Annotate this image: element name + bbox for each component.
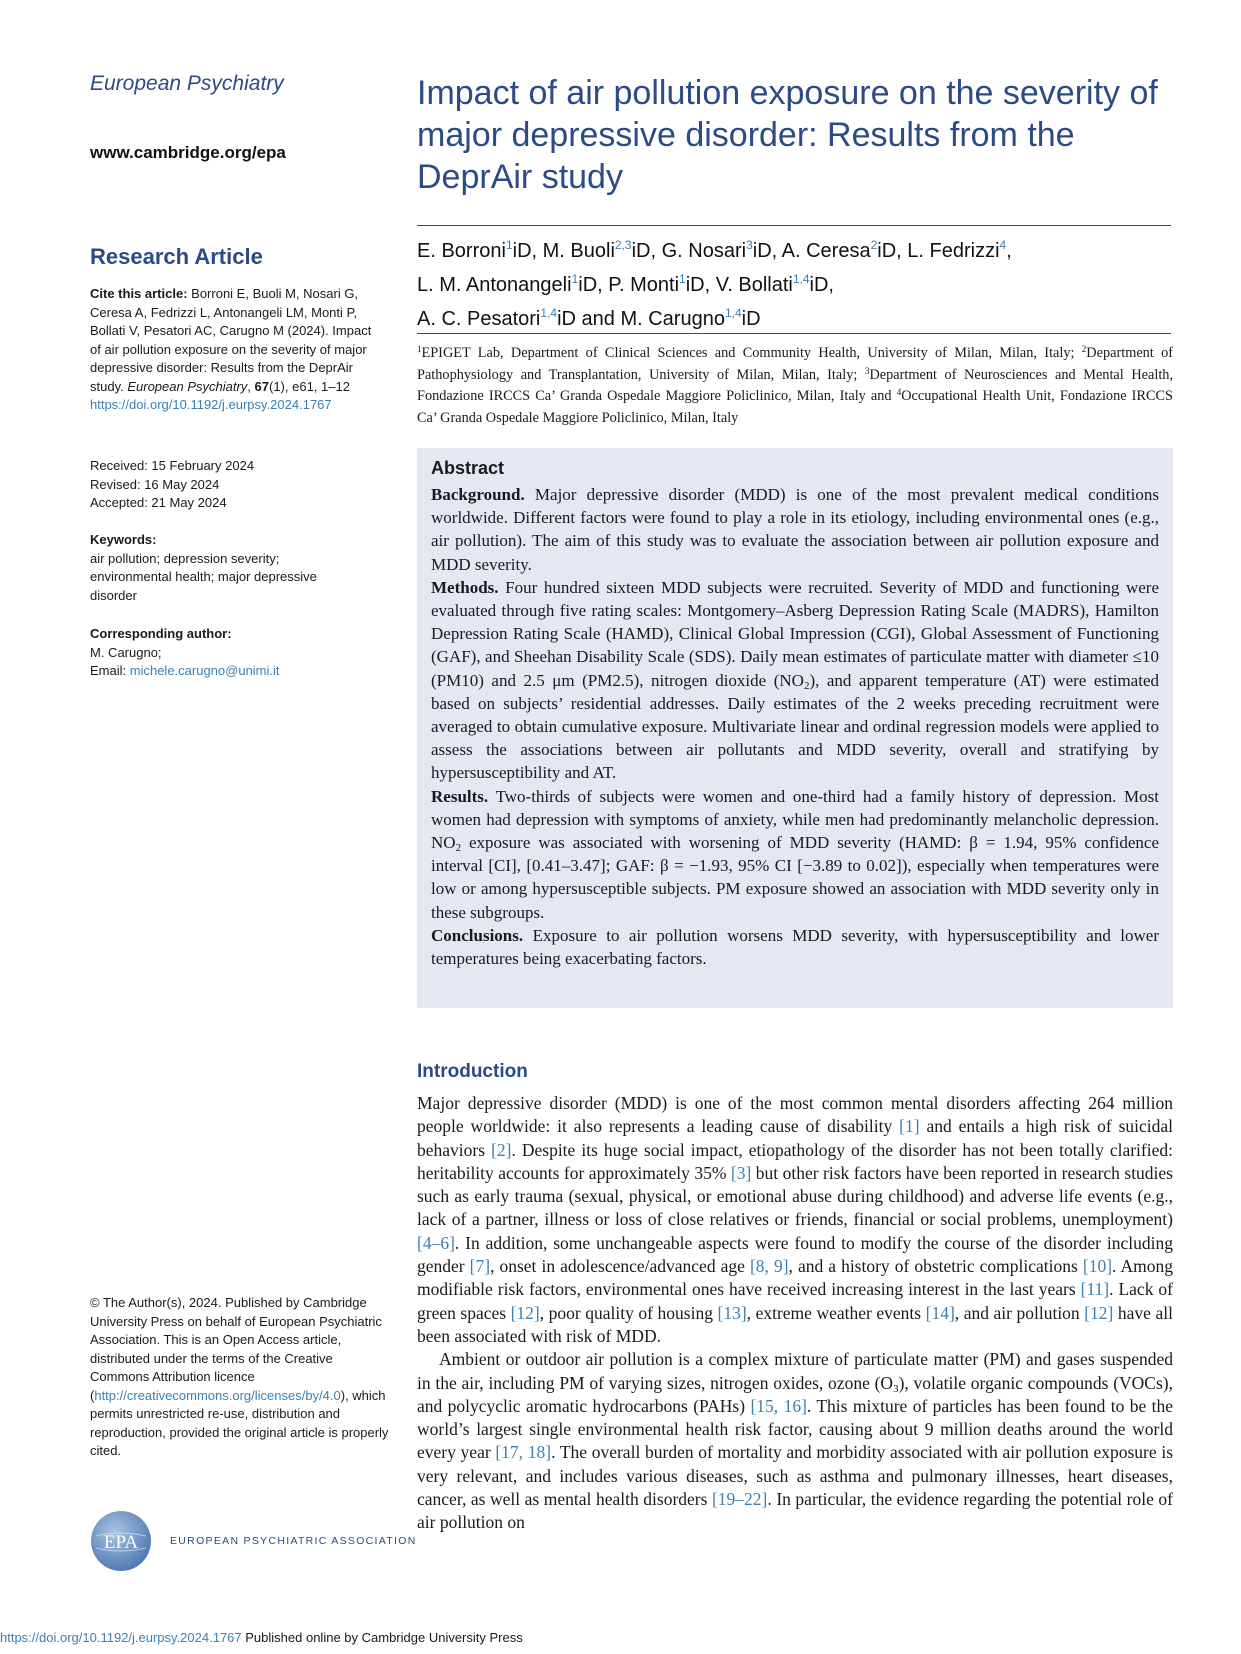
citation-link[interactable]: [13] [717, 1302, 747, 1323]
license-notice [90, 1294, 395, 1461]
author-affiliation-ref: 1,4 [540, 306, 558, 320]
citation-link[interactable]: [19–22] [711, 1489, 768, 1510]
corr-label: Corresponding author: [90, 626, 232, 641]
introduction-body [417, 1092, 1173, 1535]
license-text-post: ), which permits unrestricted re-use, distribution and reproduction, provided the original article is properly cited. [90, 1387, 389, 1458]
text-run: Ambient or outdoor air pollution is a complex mixture of particulate matter (PM) and gases suspended in the air, including PM of varying sizes, nitrogen oxides, ozone (O [417, 1349, 1173, 1393]
epa-logo [90, 1510, 152, 1572]
author-separator: , [1006, 240, 1012, 262]
author-affiliation-ref: 1 [571, 272, 579, 286]
cite-volume: 67 [254, 378, 269, 394]
received-date: Received: 15 February 2024 [90, 458, 255, 473]
orcid-icon[interactable]: iD [557, 308, 576, 330]
corr-email-label: Email: [90, 663, 127, 678]
introduction-heading: Introduction [417, 1061, 528, 1082]
orcid-icon[interactable]: iD [752, 240, 772, 262]
author-list [417, 234, 1177, 336]
association-name: EUROPEAN PSYCHIATRIC ASSOCIATION [170, 1535, 417, 1547]
affiliation-text: Department of Pathophysiology and Transplantation, University of Milan, Milan, Italy; [417, 345, 1173, 383]
background-text: Major depressive disorder (MDD) is one of the most prevalent medical conditions worldwide. Different factors were found to play a role in its etiology, including environmental ones (e.g., air pollution). The aim of this study was to evaluate the association between air pollution exposure and MDD severity. [431, 485, 1159, 574]
author-separator: , [531, 240, 538, 262]
author-affiliation-ref: 4 [999, 238, 1007, 252]
keywords-label: Keywords: [90, 532, 157, 547]
title-divider [417, 225, 1171, 226]
text-run: . In particular, the evidence regarding the potential role of air pollution on [417, 1489, 1173, 1533]
orcid-icon[interactable]: iD [631, 240, 651, 262]
author-name: L. M. Antonangeli [417, 274, 572, 296]
affiliation-number: 1 [417, 344, 422, 354]
orcid-icon[interactable]: iD [685, 274, 705, 296]
results-text-b: exposure was associated with worsening of MDD severity (HAMD: β = 1.94, 95% confidence interval [CI], [0.41–3.47]; GAF: β = −1.93, 95% CI [−3.89 to 0.02]), especially when temperatures were low or among hypersusceptible subjects. PM exposure showed an association with MDD severity only in these subgroups. [431, 833, 1159, 922]
author-name: A. Ceresa [781, 240, 871, 262]
author-separator: , [771, 240, 778, 262]
orcid-icon[interactable]: iD [877, 240, 897, 262]
author-separator: , [597, 274, 603, 296]
methods-label: Methods. [431, 577, 499, 597]
abstract-heading: Abstract [431, 458, 505, 478]
author-affiliation-ref: 1 [505, 238, 513, 252]
results-subscript: 2 [455, 842, 462, 855]
accepted-date: Accepted: 21 May 2024 [90, 495, 227, 510]
affiliation-text: EPIGET Lab, Department of Clinical Sciences and Community Health, University of Milan, Milan, Italy; [421, 345, 1075, 361]
text-run: but other risk factors have been reported in research studies such as early trauma (sexual, physical, or emotional abuse during childhood) and adverse life events (e.g., lack of a partner, illness or loss of close relatives or friends, financial or social problems, unemployment) [417, 1162, 1173, 1230]
affiliation-number: 2 [1081, 344, 1087, 354]
author-affiliation-ref: 1,4 [792, 272, 810, 286]
text-run: . Despite its huge social impact, etiopathology of the disorder has not been totally clarified: heritability accounts for approximately 35% [417, 1139, 1173, 1183]
author-name: A. C. Pesatori [417, 308, 541, 330]
conclusions-text: Exposure to air pollution worsens MDD severity, with hypersusceptibility and lower temperatures being exacerbating factors. [431, 925, 1159, 969]
text-run: . Lack of green spaces [417, 1279, 1173, 1323]
author-affiliation-ref: 2,3 [614, 238, 632, 252]
corr-name: M. Carugno; [90, 644, 162, 660]
affiliation-number: 3 [864, 365, 870, 376]
text-run: , and air pollution [954, 1302, 1085, 1323]
text-run: , onset in adolescence/advanced age [490, 1256, 750, 1277]
text-run: and entails a high risk of suicidal behaviors [417, 1116, 1174, 1160]
author-name: M. Buoli [542, 240, 615, 262]
corr-email-link[interactable]: michele.carugno@unimi.it [129, 663, 280, 678]
citation-link[interactable]: [12] [510, 1302, 540, 1323]
background-label: Background. [431, 485, 525, 504]
author-and: and [581, 308, 615, 330]
text-run: . The overall burden of mortality and morbidity associated with air pollution exposure is very relevant, and includes various diseases, such as asthma and pulmonary illnesses, heart diseases, cancer, as well as mental health disorders [417, 1442, 1174, 1510]
results-label: Results. [431, 786, 489, 806]
license-link[interactable]: http://creativecommons.org/licenses/by/4.0 [94, 1387, 341, 1403]
author-name: L. Fedrizzi [907, 240, 1000, 262]
keywords-list: air pollution; depression severity; environmental health; major depressive disorder [90, 550, 317, 603]
cite-doi-link[interactable]: https://doi.org/10.1192/j.eurpsy.2024.1767 [90, 397, 332, 412]
abstract-conclusions [431, 924, 1159, 970]
footer-doi-link[interactable]: https://doi.org/10.1192/j.eurpsy.2024.1767 [0, 1630, 242, 1645]
affiliation-text: Occupational Health Unit, Fondazione IRCCS Ca’ Granda Ospedale Maggiore Policlinico, Milan, Italy [417, 388, 1174, 426]
cite-authors: Borroni E, Buoli M, Nosari G, Ceresa A, Fedrizzi L, Antonangeli LM, Monti P, Bollati V, Pesatori AC, Carugno M (2024). Impact of air pollution exposure on the severity of major depressive disorder: Results from the DeprAir study. [90, 286, 372, 394]
text-run: have all been associated with risk of MDD. [417, 1302, 1173, 1346]
subscript: 3 [893, 1382, 899, 1395]
citation-link[interactable]: [11] [1080, 1279, 1110, 1300]
epa-logo-text: EPA [103, 1532, 139, 1553]
journal-name: European Psychiatry [90, 72, 284, 95]
results-text-a: Two-thirds of subjects were women and one-third had a family history of depression. Most women had depression with symptoms of anxiety, while men had predominantly melancholic depression. NO [431, 786, 1159, 853]
cite-journal: European Psychiatry [127, 378, 248, 394]
cite-this-article: Cite this article: Borroni E, Buoli M, Nosari G, Ceresa A, Fedrizzi L, Antonangeli LM, Monti P, Bollati V, Pesatori AC, Carugno M (2024). Impact of air pollution exposure on the severity of major depressive disorder: Results from the DeprAir study. European Psychiatry, 67(1), e61, 1–12 https://doi.org/10.1192/j.eurpsy.2024.1767 [90, 285, 382, 415]
author-name: E. Borroni [417, 240, 506, 262]
text-run: , extreme weather events [746, 1302, 926, 1323]
orcid-icon[interactable]: iD [741, 308, 761, 330]
abstract-background [431, 483, 1159, 576]
methods-subscript: 2 [803, 679, 810, 692]
orcid-icon[interactable]: iD [809, 274, 829, 296]
text-run: ), volatile organic compounds (VOCs), and polycyclic aromatic hydrocarbons (PAHs) [417, 1372, 1173, 1416]
author-affiliation-ref: 2 [870, 238, 878, 252]
article-dates [90, 457, 382, 513]
text-run: , poor quality of housing [539, 1302, 718, 1323]
article-type: Research Article [90, 244, 263, 269]
text-run: . In addition, some unchangeable aspects were found to modify the course of the disorder including gender [417, 1232, 1173, 1277]
text-run: . This mixture of particles has been found to be the world’s largest single environmental health risk factor, causing about 9 million deaths around the world every year [417, 1395, 1174, 1463]
license-text-pre: © The Author(s), 2024. Published by Cambridge University Press on behalf of European Psychiatric Association. This is an Open Access article, distributed under the terms of the Creative Commons Attribution licence ( [90, 1295, 382, 1403]
author-separator: , [704, 274, 711, 296]
cite-issue-pages: (1), e61, 1–12 [269, 378, 350, 394]
citation-link[interactable]: [17, 18] [495, 1442, 552, 1463]
citation-link[interactable]: [14] [925, 1302, 955, 1323]
citation-link[interactable]: [10] [1082, 1256, 1113, 1277]
text-run: . Among modifiable risk factors, environmental ones have received increasing interest in the last years [417, 1256, 1173, 1300]
abstract-results [431, 785, 1159, 924]
citation-link[interactable]: [3] [730, 1162, 752, 1183]
page-footer [0, 1630, 523, 1645]
authors-divider [417, 333, 1171, 334]
orcid-icon[interactable]: iD [578, 274, 598, 296]
article-title: Impact of air pollution exposure on the severity of major depressive disorder: Results from the DeprAir study [417, 74, 1158, 196]
cite-label: Cite this article: [90, 286, 188, 301]
affiliations [417, 343, 1173, 429]
methods-text-b: ), and apparent temperature (AT) were estimated based on subjects’ residential addresses. Daily estimates of the 2 weeks preceding recruitment were averaged to obtain cumulative exposure. Multivariate linear and ordinal regression models were applied to assess the associations between air pollutants and MDD severity, overall and stratifying by hypersusceptibility and AT. [431, 670, 1159, 783]
revised-date: Revised: 16 May 2024 [90, 476, 220, 492]
citation-link[interactable]: [12] [1084, 1302, 1114, 1323]
text-run: , and a history of obstetric complications [788, 1256, 1083, 1277]
citation-link[interactable]: [7] [469, 1256, 491, 1277]
author-affiliation-ref: 3 [746, 238, 753, 252]
keywords [90, 531, 382, 605]
text-run: Major depressive disorder (MDD) is one of the most common mental disorders affecting 264 million people worldwide: it also represents a leading cause of disability [417, 1093, 1173, 1137]
author-name: P. Monti [608, 274, 680, 296]
citation-link[interactable]: [1] [899, 1116, 920, 1137]
journal-url-link[interactable]: www.cambridge.org/epa [90, 143, 286, 162]
author-affiliation-ref: 1 [679, 272, 686, 286]
affiliation-number: 4 [896, 387, 902, 397]
citation-link[interactable]: [2] [491, 1139, 512, 1160]
author-separator: , [828, 274, 834, 296]
citation-link[interactable]: [15, 16] [750, 1395, 807, 1416]
citation-link[interactable]: [4–6] [417, 1232, 455, 1253]
author-separator: , [896, 240, 902, 262]
footer-published: Published online by Cambridge University Press [245, 1630, 523, 1645]
abstract-content [431, 456, 1159, 970]
intro-paragraph-1 [417, 1092, 1173, 1348]
corresponding-author [90, 625, 382, 681]
citation-link[interactable]: [8, 9] [749, 1256, 789, 1277]
affiliation-text: Department of Neurosciences and Mental Health, Fondazione IRCCS Ca’ Granda Ospedale Maggiore Policlinico, Milan, Italy and [417, 366, 1174, 404]
orcid-icon[interactable]: iD [512, 240, 532, 262]
author-affiliation-ref: 1,4 [724, 306, 742, 320]
author-name: M. Carugno [620, 308, 725, 330]
conclusions-label: Conclusions. [431, 925, 524, 945]
author-name: G. Nosari [661, 240, 747, 262]
abstract-methods [431, 576, 1159, 785]
author-separator: , [650, 240, 657, 262]
author-name: V. Bollati [715, 274, 793, 296]
methods-text-a: Four hundred sixteen MDD subjects were recruited. Severity of MDD and functioning were evaluated through five rating scales: Montgomery–Asberg Depression Rating Scale (MADRS), Hamilton Depression Rating Scale (HAMD), Clinical Global Impression (CGI), Global Assessment of Functioning (GAF), and Sheehan Disability Scale (SDS). Daily mean estimates of particulate matter with diameter ≤10 (PM10) and 2.5 μm (PM2.5), nitrogen dioxide (NO [431, 577, 1160, 690]
abstract-box [417, 448, 1173, 1008]
intro-paragraph-2 [417, 1348, 1173, 1534]
